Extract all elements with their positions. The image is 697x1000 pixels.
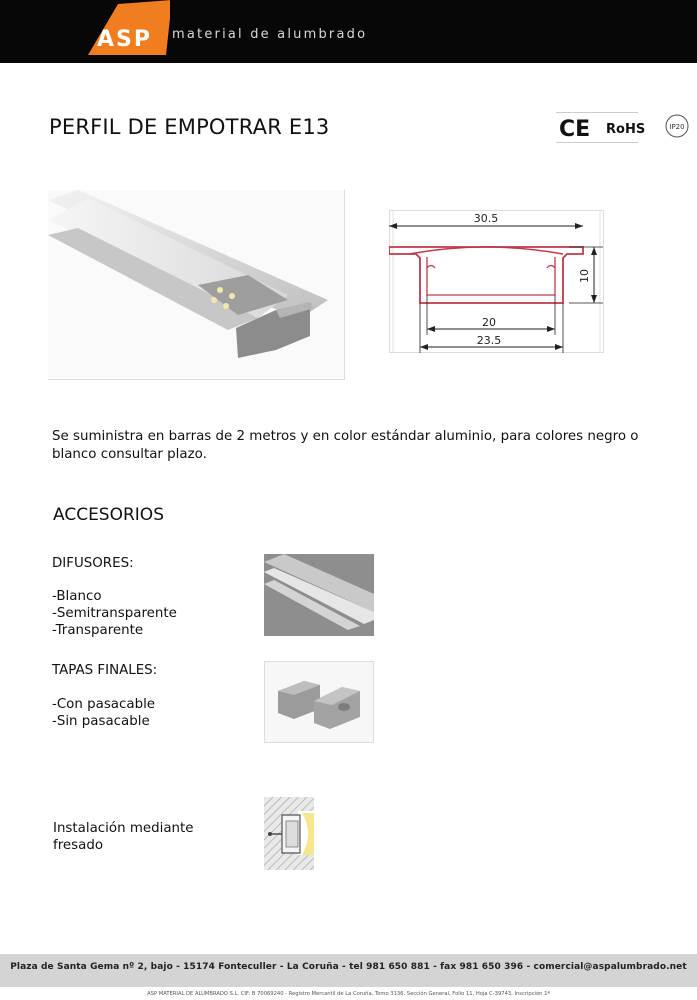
dimension-inner-width: 20 (482, 316, 496, 329)
diffuser-option: -Transparente (52, 623, 144, 638)
logo-text: ASP (97, 27, 152, 52)
installation-text: fresado (53, 838, 104, 853)
tagline: material de alumbrado (172, 27, 368, 42)
ip-rating-icon: IP20 (669, 123, 685, 131)
footer-contact: Plaza de Santa Gema nº 2, bajo - 15174 Fonteculler - La Coruña - tel 981 650 881 - fax 981 650 396 - comercial@aspalumbrado.net (10, 962, 687, 972)
footer-legal: ASP MATERIAL DE ALUMBRADO S.L. CIF: B 70069240 - Registro Mercantil de La Coruña, Tomo 3136, Sección General, Folio 11, Hoja C-39743, Inscripción 1ª (147, 991, 550, 997)
diffuser-option: -Blanco (52, 589, 102, 604)
installation-text: Instalación mediante (53, 821, 194, 836)
dimension-top-width: 30.5 (473, 212, 499, 225)
installation-diagram (264, 797, 314, 870)
rohs-mark: RoHS (606, 122, 646, 137)
ce-mark-icon: CE (559, 117, 591, 142)
diffusers-heading: DIFUSORES: (52, 556, 134, 571)
product-description: Se suministra en barras de 2 metros y en color estándar aluminio, para colores negro o blanco consultar plazo. (52, 429, 639, 462)
profile-technical-drawing (389, 210, 604, 353)
diffuser-photo (264, 554, 374, 636)
dimension-height: 10 (578, 269, 591, 283)
end-caps-heading: TAPAS FINALES: (52, 663, 158, 678)
dimension-base-width: 23.5 (476, 334, 502, 347)
certification-badges (556, 112, 694, 143)
end-caps-photo (264, 661, 374, 743)
end-cap-option: -Sin pasacable (52, 714, 150, 729)
asp-logo (70, 0, 170, 60)
diffuser-option: -Semitransparente (52, 606, 177, 621)
product-photo (48, 190, 345, 380)
accessories-heading: ACCESORIOS (53, 505, 164, 525)
page-title: PERFIL DE EMPOTRAR E13 (49, 115, 330, 139)
end-cap-option: -Con pasacable (52, 697, 156, 712)
